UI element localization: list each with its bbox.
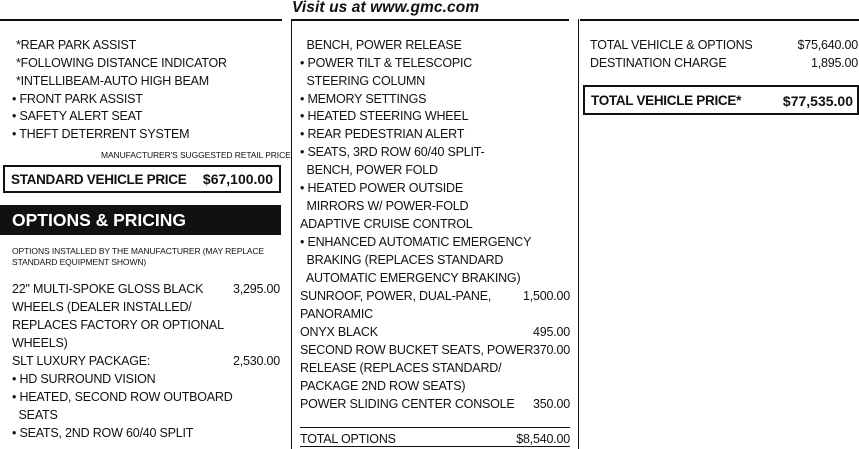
feature-line: *REAR PARK ASSIST — [16, 38, 137, 52]
option-line: • MEMORY SETTINGS — [300, 92, 427, 106]
total-vehicle-options-value: $75,640.00 — [797, 38, 858, 52]
website-header: Visit us at www.gmc.com — [292, 0, 480, 16]
option-line: POWER SLIDING CENTER CONSOLE — [300, 397, 515, 411]
options-heading-bar — [0, 205, 281, 235]
total-options-value: $8,540.00 — [516, 432, 570, 446]
col2-top-rule — [291, 19, 569, 21]
option-line: STEERING COLUMN — [300, 74, 426, 88]
total-price-value: $77,535.00 — [782, 93, 853, 109]
options-note-line: OPTIONS INSTALLED BY THE MANUFACTURER (MAY REPLACE — [12, 246, 265, 256]
option-line: • ENHANCED AUTOMATIC EMERGENCY — [300, 235, 532, 249]
msrp-label: MANUFACTURER'S SUGGESTED RETAIL PRICE — [101, 150, 291, 160]
option-line: • SEATS, 2ND ROW 60/40 SPLIT — [12, 426, 194, 440]
option-line: SEATS — [12, 408, 58, 422]
standard-price-value: $67,100.00 — [202, 171, 273, 187]
feature-line: *FOLLOWING DISTANCE INDICATOR — [16, 56, 227, 70]
option-price: 3,295.00 — [232, 282, 280, 296]
option-line: SUNROOF, POWER, DUAL-PANE, — [300, 289, 492, 303]
option-line: MIRRORS W/ POWER-FOLD — [300, 199, 469, 213]
option-line: WHEELS) — [12, 336, 68, 350]
options-note-line: STANDARD EQUIPMENT SHOWN) — [12, 257, 147, 267]
option-line: • POWER TILT & TELESCOPIC — [300, 56, 473, 70]
total-vehicle-options-label: TOTAL VEHICLE & OPTIONS — [590, 38, 753, 52]
option-line: PACKAGE 2ND ROW SEATS) — [300, 379, 466, 393]
option-line: REPLACES FACTORY OR OPTIONAL — [12, 318, 224, 332]
standard-price-label: STANDARD VEHICLE PRICE — [11, 172, 187, 187]
options-heading: OPTIONS & PRICING — [12, 210, 187, 230]
feature-line: *INTELLIBEAM-AUTO HIGH BEAM — [16, 74, 210, 88]
option-price: 370.00 — [532, 343, 570, 357]
destination-charge-value: 1,895.00 — [810, 56, 858, 70]
option-line: WHEELS (DEALER INSTALLED/ — [12, 300, 192, 314]
option-line: BENCH, POWER FOLD — [300, 163, 438, 177]
feature-line: • THEFT DETERRENT SYSTEM — [12, 127, 190, 141]
option-line: SECOND ROW BUCKET SEATS, POWER — [300, 343, 534, 357]
feature-line: • FRONT PARK ASSIST — [12, 92, 143, 106]
col2-left-border — [291, 19, 292, 449]
total-options-rule — [300, 427, 570, 428]
col2-right-border — [578, 19, 579, 449]
option-price: 350.00 — [532, 397, 570, 411]
total-options-bottom-rule — [300, 446, 570, 447]
option-line: • HD SURROUND VISION — [12, 372, 156, 386]
option-line: BRAKING (REPLACES STANDARD — [300, 253, 504, 267]
option-price: 2,530.00 — [232, 354, 280, 368]
option-line: • HEATED, SECOND ROW OUTBOARD — [12, 390, 233, 404]
option-price: 495.00 — [532, 325, 570, 339]
total-price-box — [583, 85, 859, 115]
total-price-label: TOTAL VEHICLE PRICE* — [591, 93, 742, 108]
option-line: • SEATS, 3RD ROW 60/40 SPLIT- — [300, 145, 485, 159]
option-line: ONYX BLACK — [300, 325, 378, 339]
option-line: 22" MULTI-SPOKE GLOSS BLACK — [12, 282, 204, 296]
col1-top-rule — [0, 19, 282, 21]
standard-price-box — [3, 165, 281, 193]
option-line: • HEATED POWER OUTSIDE — [300, 181, 463, 195]
option-price: 1,500.00 — [522, 289, 570, 303]
option-line: ADAPTIVE CRUISE CONTROL — [300, 217, 473, 231]
option-line: BENCH, POWER RELEASE — [300, 38, 462, 52]
total-options-label: TOTAL OPTIONS — [300, 432, 396, 446]
option-line: PANORAMIC — [300, 307, 373, 321]
col3-top-rule — [580, 19, 859, 21]
option-line: RELEASE (REPLACES STANDARD/ — [300, 361, 502, 375]
destination-charge-label: DESTINATION CHARGE — [590, 56, 727, 70]
option-line: SLT LUXURY PACKAGE: — [12, 354, 151, 368]
option-line: • REAR PEDESTRIAN ALERT — [300, 127, 465, 141]
option-line: AUTOMATIC EMERGENCY BRAKING) — [300, 271, 521, 285]
feature-line: • SAFETY ALERT SEAT — [12, 109, 143, 123]
option-line: • HEATED STEERING WHEEL — [300, 109, 469, 123]
